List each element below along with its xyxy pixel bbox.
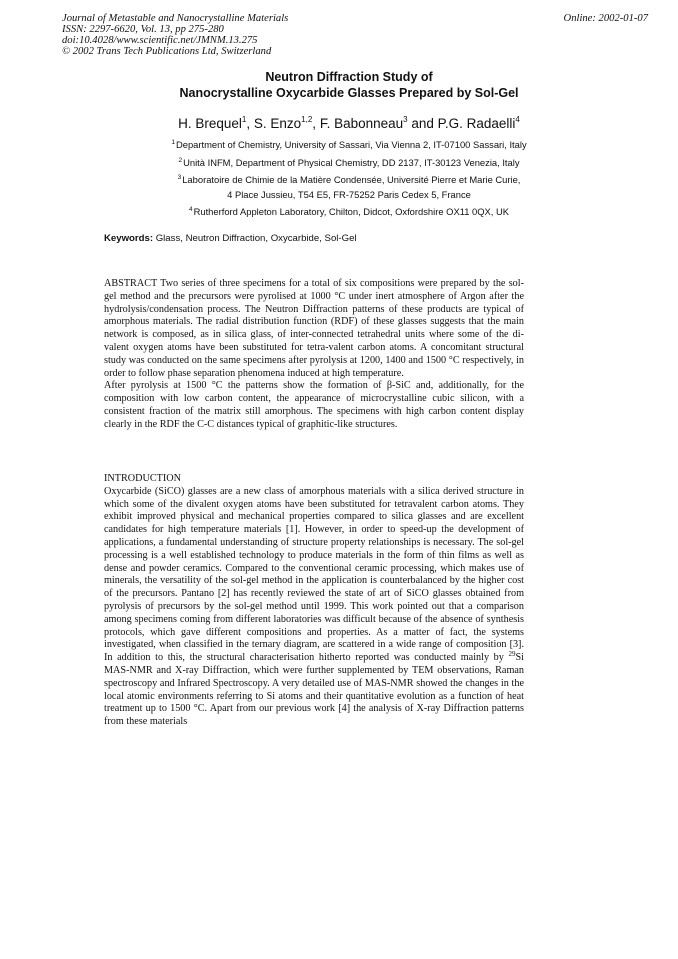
affiliation-mark: 4 (188, 206, 193, 213)
author-affiliation-mark: 3 (403, 115, 408, 124)
title-line-2: Nanocrystalline Oxycarbide Glasses Prepared by Sol-Gel (179, 86, 519, 100)
paper-title (60, 69, 638, 101)
affiliation (60, 156, 638, 171)
author-name: H. Brequel (178, 116, 242, 131)
keywords-label: Keywords: (104, 233, 154, 244)
journal-name: Journal of Metastable and Nanocrystalline Materials (62, 13, 289, 24)
author-separator: , (246, 116, 254, 131)
keywords (104, 233, 357, 244)
author-name: P.G. Radaelli (437, 116, 516, 131)
introduction-text: Oxycarbide (SiCO) glasses are a new class of amorphous materials with a silica derived structure in which some of the divalent oxygen atoms have been substituted for tetravalent carbon atoms. They exhibit improved physical and mechanical properties compared to silica glasses and are excellent candidates for high temperature materials [1]. However, in order to speed-up the development of applications, a fundamental understanding of structure property relationships is necessary. The sol-gel processing is a well established technology to produce materials in the form of thin films as well as dense and powder ceramics. Compared to the conventional ceramic processing, which makes use of minerals, the versatility of the sol-gel method in the application is counterbalanced by the higher cost of the precursors. Pantano [2] has recently reviewed the state of art of SiCO glasses obtained from pyrolysis of precursors by the sol-gel method until 1999. This work pointed out that a comparison among specimens coming from different laboratories was difficult because of the absence of synthesis protocols, which gave different compositions and properties. As a matter of fact, the systems investigated, when classified in the ternary diagram, are scattered in a wide range of composition [3]. In addition to this, the structural characterisation hitherto reported was conducted mainly by (104, 485, 524, 664)
author-name: S. Enzo (253, 116, 302, 131)
author-name: F. Babonneau (319, 116, 404, 131)
journal-issn: ISSN: 2297-6620, Vol. 13, pp 275-280 (62, 24, 224, 35)
author-separator: , (312, 116, 320, 131)
introduction-text: Si MAS-NMR and X-ray Diffraction, which were further supplemented by TEM observations, Raman spectroscopy and Infrared Spectroscopy. A very detailed use of MAS-NMR showed the changes in the local atomic environments referring to Si atoms and their quantitative evolution as a function of heat treatment up to 1500 °C. Apart from our previous work [4] the analysis of X-ray Diffraction patterns from these materials (104, 652, 524, 728)
journal-citation (62, 13, 402, 57)
affiliation-line: Rutherford Appleton Laboratory, Chilton, Didcot, Oxfordshire OX11 0QX, UK (193, 206, 510, 217)
affiliation-line: Department of Chemistry, University of Sassari, Via Vienna 2, IT-07100 Sassari, Italy (175, 139, 527, 150)
abstract-paragraph: ABSTRACT Two series of three specimens for a total of six compositions were prepared by the sol-gel method and the precursors were pyrolised at 1000 °C under inert atmosphere of Argon after the hydrolysis/condensation process. The Neutron Diffraction patterns of these products are typical of amorphous materials. The radial distribution function (RDF) of these glasses suggests that the main network is composed, as in silica glass, of inter-connected tetrahedral units where some of the di-valent oxygen atoms have been substituted for tetra-valent carbon atoms. A concomitant structural study was conducted on the same specimens after pyrolysis at 1200, 1400 and 1500 °C respectively, in order to follow phase separation phenomena induced at high temperature. (104, 278, 524, 379)
author-affiliation-mark: 1 (241, 115, 247, 124)
affiliation-line: Unità INFM, Department of Physical Chemistry, DD 2137, IT-30123 Venezia, Italy (183, 156, 520, 168)
affiliation (60, 173, 638, 202)
affiliation-list (60, 138, 638, 223)
journal-copyright: © 2002 Trans Tech Publications Ltd, Switzerland (62, 46, 272, 57)
affiliation-mark: 1 (171, 139, 175, 146)
affiliation-line: Laboratoire de Chimie de la Matière Condensée, Université Pierre et Marie Curie, (182, 174, 521, 185)
affiliation (60, 138, 638, 153)
abstract-paragraph: After pyrolysis at 1500 °C the patterns show the formation of β-SiC and, additionally, for the composition with low carbon content, the appearance of microcrystalline cubic silicon, with a consistent fraction of the matrix still amorphous. The specimens with high carbon content display clearly in the RDF the C-C distances typical of graphitic-like structures. (104, 380, 524, 430)
author-affiliation-mark: 1,2 (301, 115, 313, 124)
abstract-section (104, 278, 524, 432)
author-and: and (407, 116, 438, 131)
affiliation-mark: 2 (178, 156, 183, 164)
journal-doi: doi:10.4028/www.scientific.net/JMNM.13.275 (62, 35, 258, 46)
isotope-superscript: 29 (508, 650, 516, 659)
introduction-section (104, 473, 524, 729)
introduction-paragraph (104, 486, 524, 729)
affiliation-line: 4 Place Jussieu, T54 E5, FR-75252 Paris Cedex 5, France (227, 188, 471, 200)
keywords-text: Glass, Neutron Diffraction, Oxycarbide, Sol-Gel (153, 233, 357, 244)
affiliation-mark: 3 (177, 174, 182, 181)
title-line-1: Neutron Diffraction Study of (265, 70, 433, 84)
introduction-heading: INTRODUCTION (104, 473, 181, 484)
affiliation (60, 205, 638, 220)
author-list (60, 116, 638, 132)
author-affiliation-mark: 4 (515, 115, 520, 124)
online-date: Online: 2002-01-07 (563, 13, 648, 24)
